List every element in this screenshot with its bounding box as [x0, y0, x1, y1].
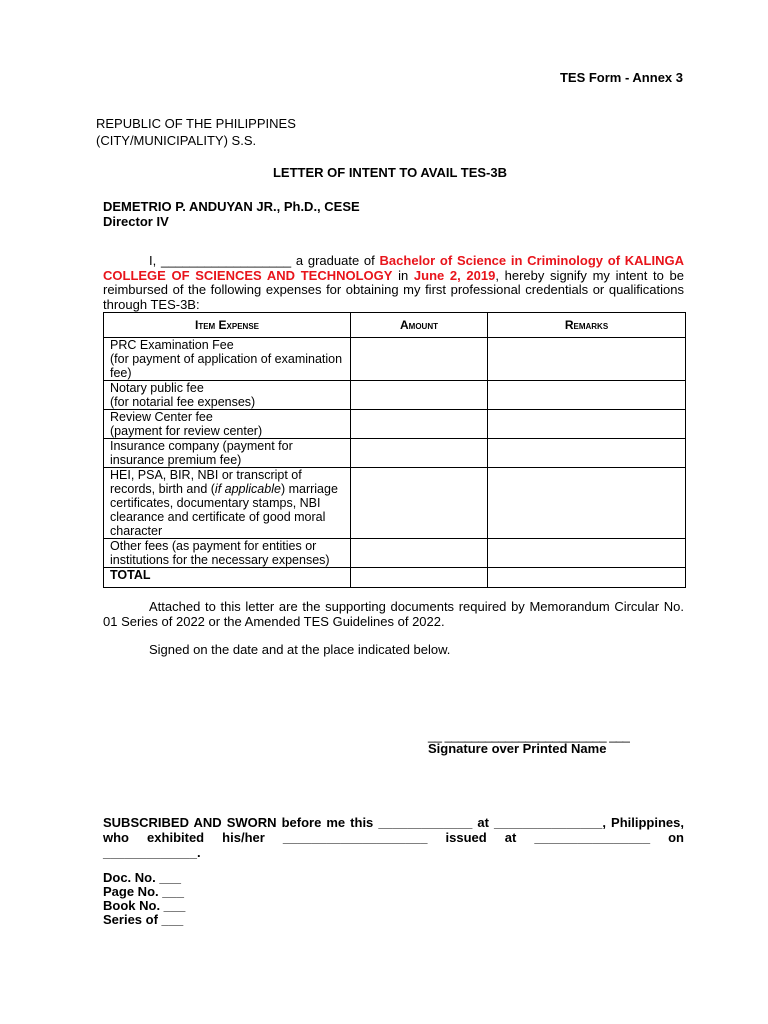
remarks-cell[interactable] [488, 468, 686, 539]
total-row [104, 568, 686, 588]
header-amount: Amount [351, 313, 488, 338]
amount-cell[interactable] [351, 410, 488, 439]
total-remarks-cell[interactable] [488, 568, 686, 588]
letter-title: LETTER OF INTENT TO AVAIL TES-3B [272, 165, 507, 180]
remarks-cell[interactable] [488, 539, 686, 568]
item-cell: PRC Examination Fee (for payment of application of examination fee) [104, 338, 351, 381]
remarks-cell[interactable] [488, 410, 686, 439]
addressee-name: DEMETRIO P. ANDUYAN JR., Ph.D., CESE [103, 199, 360, 214]
book-no: Book No. ___ [103, 898, 186, 913]
signed-statement: Signed on the date and at the place indicated below. [149, 642, 451, 657]
amount-cell[interactable] [351, 381, 488, 410]
table-row [104, 410, 686, 439]
item-cell: Other fees (as payment for entities or institutions for the necessary expenses) [104, 539, 351, 568]
jurisdiction-block [96, 115, 296, 149]
remarks-cell[interactable] [488, 439, 686, 468]
signature-line[interactable]: __ ________________________ ___ [428, 728, 630, 743]
amount-cell[interactable] [351, 439, 488, 468]
header-remarks: Remarks [488, 313, 686, 338]
intro-text-2: in [392, 267, 414, 283]
jurat-line-2: who exhibited his/her ____________________ issued at ________________ on _____________. [103, 830, 684, 860]
amount-cell[interactable] [351, 539, 488, 568]
expense-table [103, 312, 686, 588]
table-row [104, 338, 686, 381]
program-name: Bachelor of Science in Criminology of KALINGA COLLEGE OF SCIENCES AND TECHNOLOGY [103, 253, 684, 283]
notarial-doc-info [103, 871, 185, 927]
amount-cell[interactable] [351, 468, 488, 539]
form-annex-label: TES Form - Annex 3 [559, 70, 683, 85]
attached-text: Attached to this letter are the supporting documents required by Memorandum Circular No. 01 Series of 2022 or the Amended TES Guidelines of 2022. [103, 599, 684, 629]
table-row [104, 468, 686, 539]
header-item-expense: Item Expense [104, 313, 351, 338]
page-no: Page No. ___ [103, 884, 184, 899]
intro-text-1: I, __________________ a graduate of [149, 253, 380, 268]
doc-no: Doc. No. ___ [103, 870, 182, 885]
item-text-pre: HEI, PSA, BIR, NBI or transcript of records, birth and ( [110, 468, 302, 496]
item-text-italic: if applicable [214, 482, 281, 496]
addressee-block [103, 199, 360, 229]
table-row [104, 439, 686, 468]
signature-label: Signature over Printed Name [428, 741, 607, 756]
item-cell [104, 468, 351, 539]
total-label: TOTAL [104, 568, 351, 588]
table-row [104, 539, 686, 568]
intro-text-3: , hereby signify my intent to be reimbursed of the following expenses for obtaining my first professional credentials or qualifications through TES-3B: [103, 267, 685, 312]
jurat-line-1: SUBSCRIBED AND SWORN before me this _____________ at _______________, Philippines, [103, 815, 684, 830]
intro-paragraph [103, 254, 684, 312]
graduation-date: June 2, 2019 [413, 267, 496, 283]
amount-cell[interactable] [351, 338, 488, 381]
city-municipality-line: (CITY/MUNICIPALITY) S.S. [96, 133, 257, 148]
attached-paragraph [103, 600, 684, 629]
table-row [104, 381, 686, 410]
table-header-row [104, 313, 686, 338]
remarks-cell[interactable] [488, 338, 686, 381]
item-cell: Notary public fee (for notarial fee expenses) [104, 381, 351, 410]
series-of: Series of ___ [103, 912, 184, 927]
addressee-position: Director IV [103, 214, 169, 229]
remarks-cell[interactable] [488, 381, 686, 410]
item-text-post: ) marriage certificates, documentary stamps, NBI clearance and certificate of good moral character [110, 482, 338, 538]
republic-line: REPUBLIC OF THE PHILIPPINES [96, 116, 296, 131]
total-amount-cell[interactable] [351, 568, 488, 588]
item-cell: Insurance company (payment for insurance premium fee) [104, 439, 351, 468]
item-cell: Review Center fee (payment for review center) [104, 410, 351, 439]
jurat-block [103, 815, 684, 860]
